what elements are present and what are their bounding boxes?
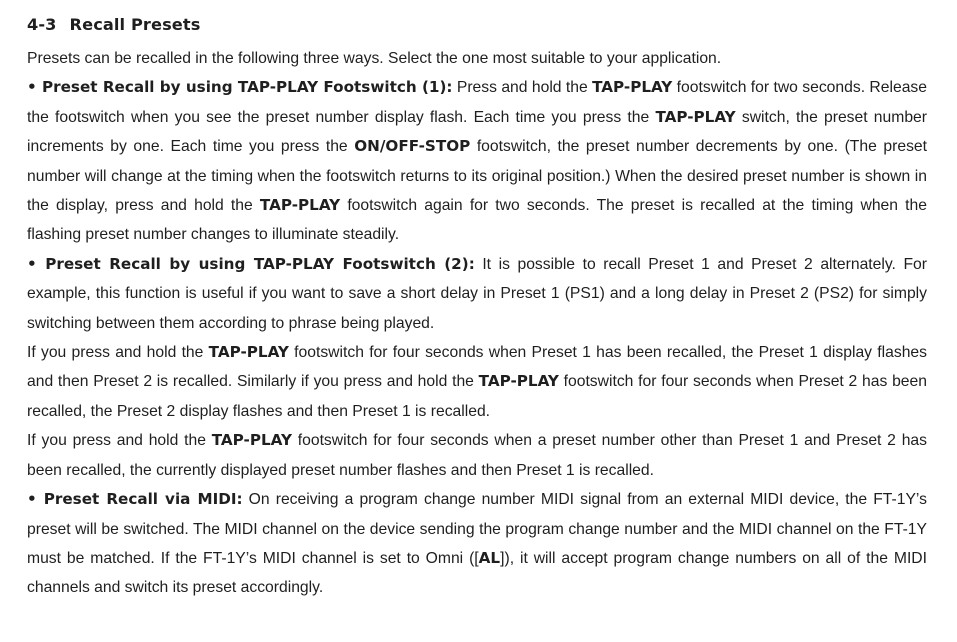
preset-recall-footswitch-2-paragraph — [27, 250, 927, 338]
preset-recall-footswitch-2-heading: Preset Recall by using TAP-PLAY Footswitch (2): — [45, 254, 475, 273]
body-text: footswitch for four seconds when Preset 2 has been recalled, the Preset 2 display flashes and then Preset 1 is recalled. — [27, 373, 927, 420]
other-preset-paragraph — [27, 426, 927, 485]
body-text: footswitch, the preset number decrements by one. (The preset number will change at the timing when the footswitch returns to its original position.) When the desired preset number is shown in the display, press and hold the — [27, 138, 927, 215]
bullet-1: • — [27, 78, 43, 97]
preset-recall-footswitch-1-heading: Preset Recall by using TAP-PLAY Footswitch (1): — [42, 78, 453, 97]
manual-page — [27, 12, 927, 603]
tap-play-term: TAP-PLAY — [478, 372, 559, 391]
body-text: ]), it will accept program change numbers on all of the MIDI channels and switch its preset accordingly. — [27, 549, 927, 597]
preset-recall-midi-heading: Preset Recall via MIDI: — [43, 490, 243, 509]
body-text: On receiving a program change number MIDI signal from an external MIDI device, the FT-1Y’s preset will be switched. The MIDI channel on the device sending the program change number and the MIDI channel on the FT-1Y must be matched. If the FT-1Y’s MIDI channel is set to Omni ([ — [27, 491, 927, 567]
body-text: If you press and hold the — [27, 432, 212, 450]
intro-paragraph: Presets can be recalled in the following three ways. Select the one most suitable to your application. — [27, 50, 722, 67]
preset-recall-footswitch-1-paragraph — [27, 73, 927, 249]
omni-al-term: AL — [478, 548, 501, 567]
preset-recall-midi-paragraph — [27, 485, 927, 603]
section-number: 4-3 — [27, 15, 57, 34]
section-heading — [27, 12, 927, 38]
tap-play-term: TAP-PLAY — [211, 431, 292, 450]
body-text: footswitch for four seconds when Preset 1 has been recalled, the Preset 1 display flashes and then Preset 2 is recalled. Similarly if you press and hold the — [27, 344, 927, 391]
preset-1-2-toggle-paragraph — [27, 338, 927, 426]
body-text: switch, the preset number increments by one. Each time you press the — [27, 108, 927, 156]
tap-play-term: TAP-PLAY — [592, 78, 673, 97]
bullet-3: • — [27, 490, 44, 509]
body-text: footswitch again for two seconds. The preset is recalled at the timing when the flashing preset number changes to illuminate steadily. — [27, 197, 927, 244]
tap-play-term: TAP-PLAY — [208, 343, 289, 362]
section-title: Recall Presets — [69, 15, 201, 34]
body-text: footswitch for four seconds when a preset number other than Preset 1 and Preset 2 has been recalled, the currently displayed preset number flashes and then Preset 1 is recalled. — [27, 432, 927, 479]
body-text: footswitch for two seconds. Release the footswitch when you see the preset number display flash. Each time you press the — [27, 79, 927, 126]
body-text: Press and hold the — [452, 79, 593, 97]
bullet-2: • — [27, 254, 46, 273]
body-text: It is possible to recall Preset 1 and Preset 2 alternately. For example, this function is useful if you want to save a short delay in Preset 1 (PS1) and a long delay in Preset 2 (PS2) for simply switching between them according to phrase being played. — [27, 255, 927, 332]
tap-play-term: TAP-PLAY — [655, 107, 736, 126]
body-text: If you press and hold the — [27, 344, 209, 362]
on-off-stop-term: ON/OFF-STOP — [354, 137, 471, 156]
tap-play-term: TAP-PLAY — [259, 196, 341, 215]
